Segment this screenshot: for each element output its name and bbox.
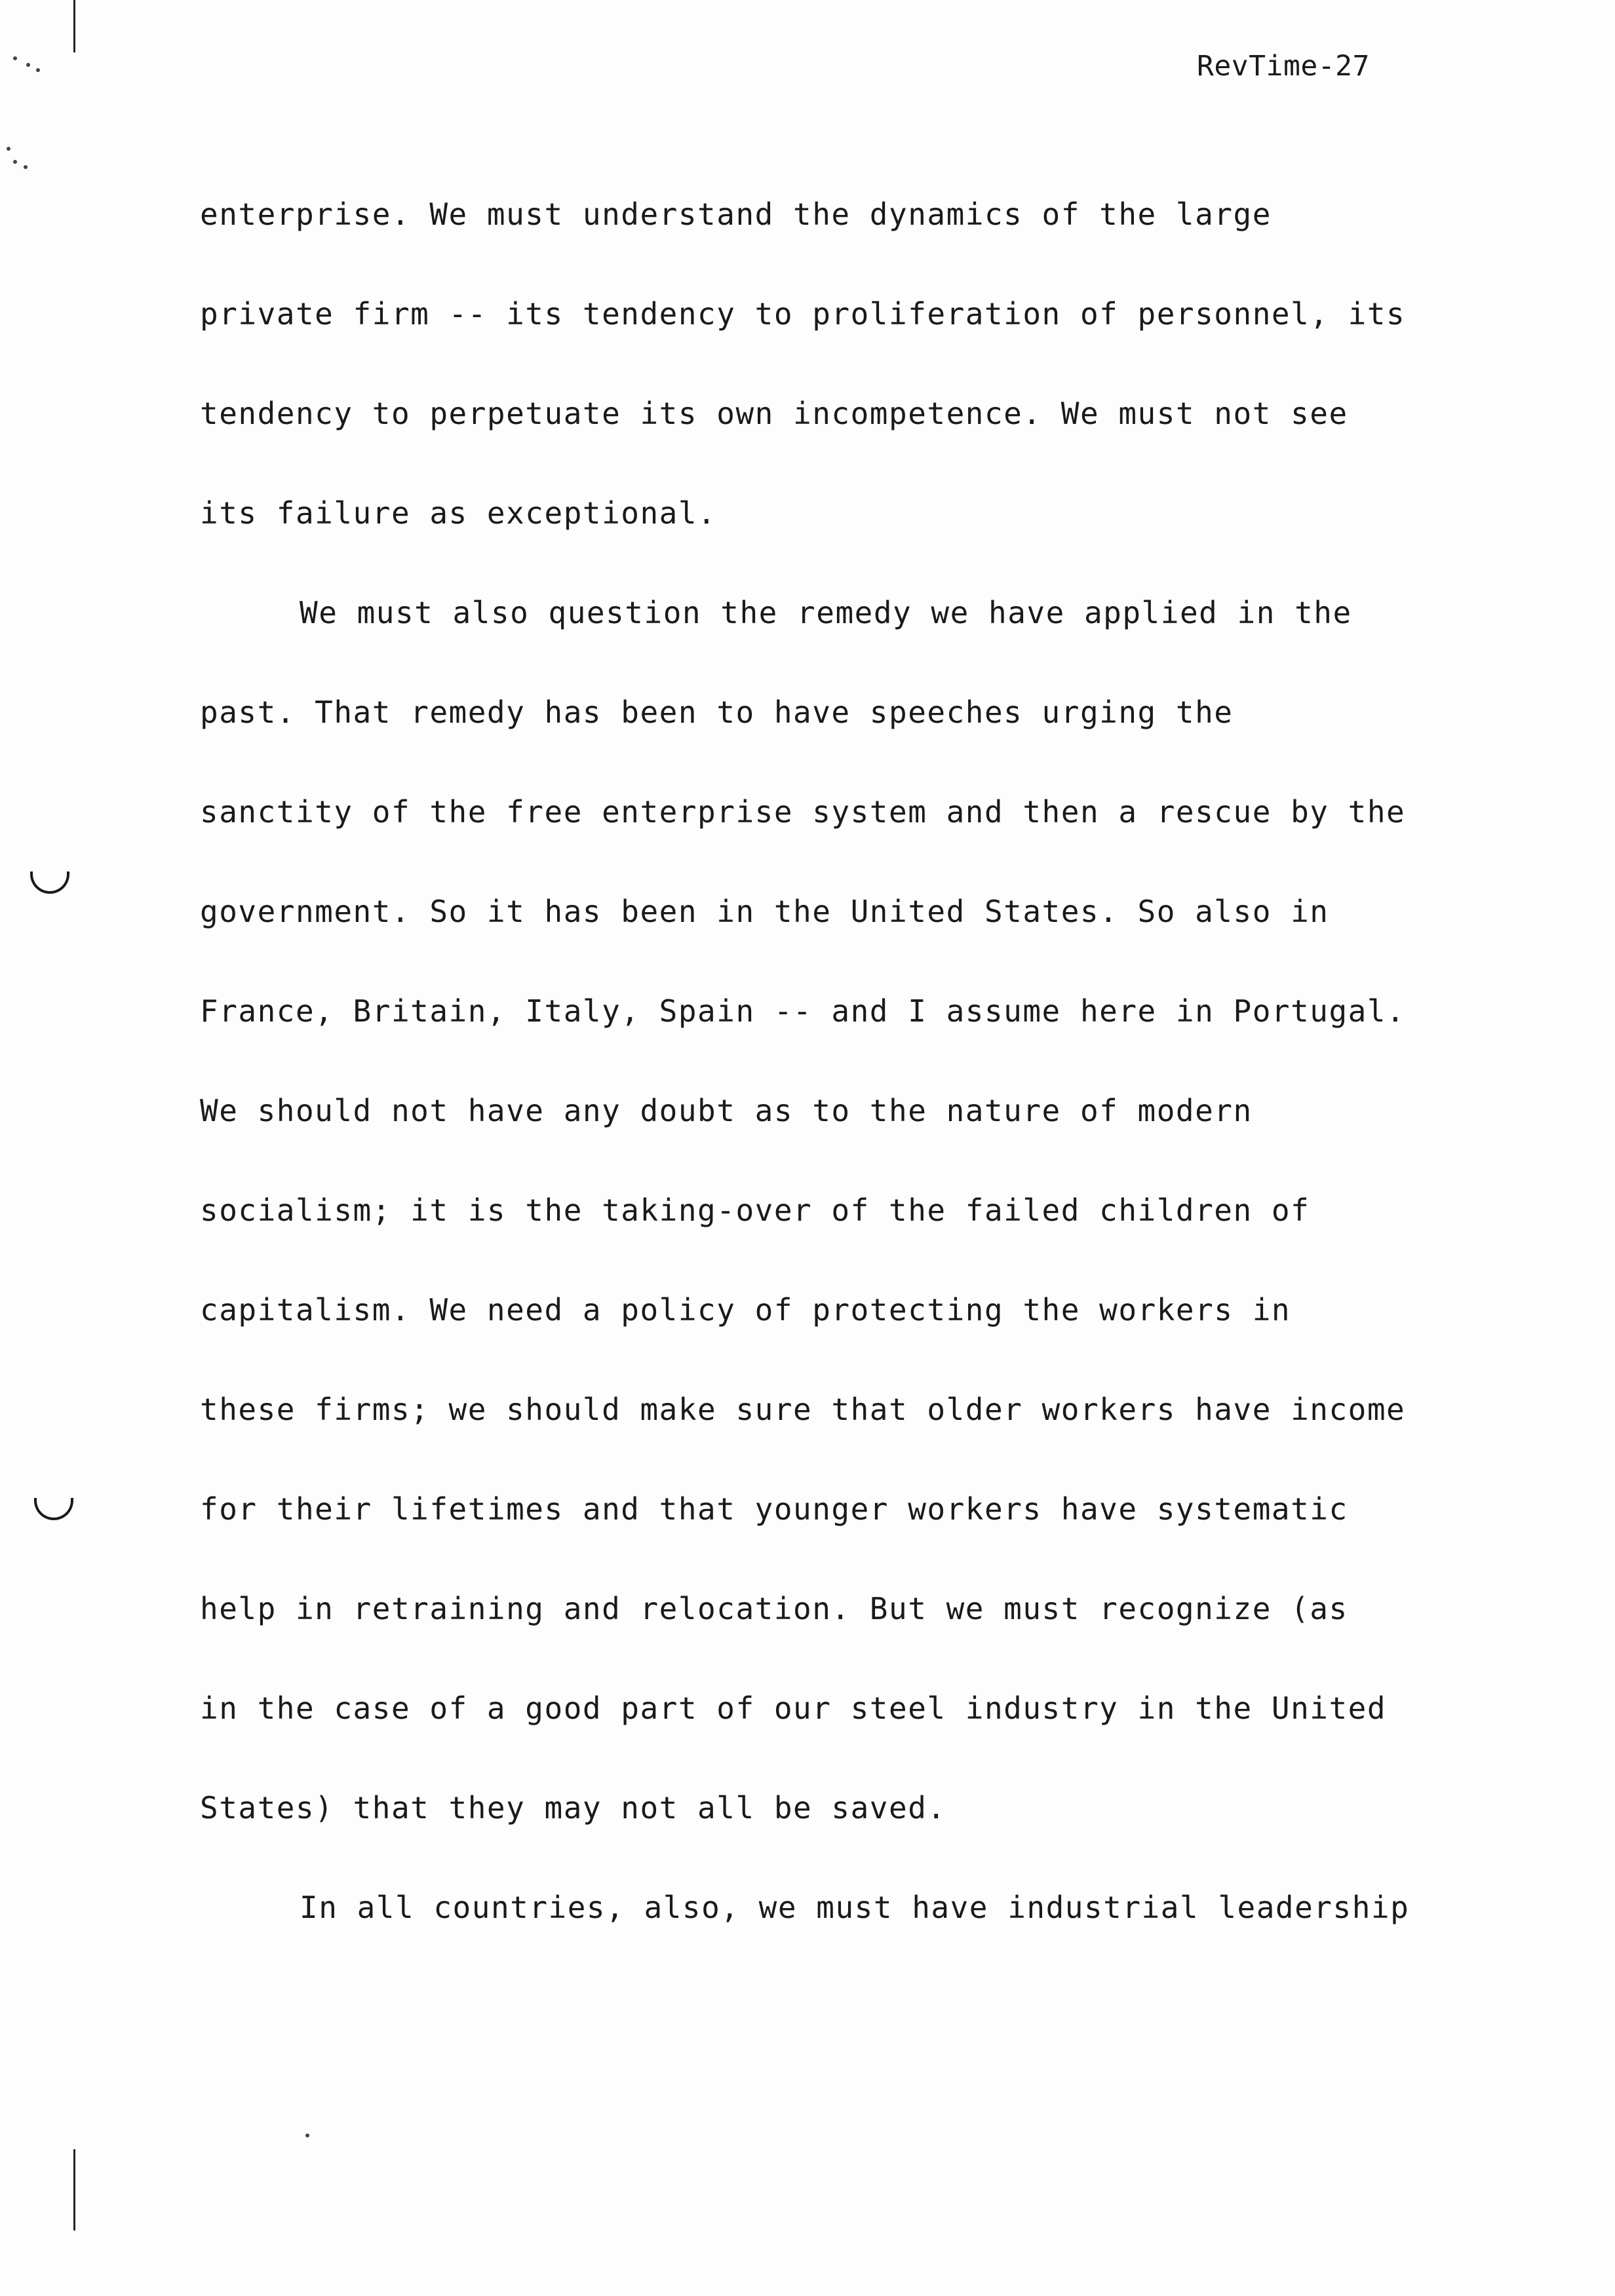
scan-edge-line-bottom <box>73 2149 75 2230</box>
text-line: help in retraining and relocation. But we must recognize (as <box>200 1591 1348 1626</box>
text-line: private firm -- its tendency to proliferation of personnel, its <box>200 296 1406 332</box>
page-identifier: RevTime-27 <box>1197 50 1370 83</box>
text-line: States) that they may not all be saved. <box>200 1790 946 1826</box>
scan-speck <box>24 165 28 169</box>
scan-speck <box>305 2133 309 2137</box>
text-line: sanctity of the free enterprise system and then a rescue by the <box>200 794 1406 830</box>
scan-edge-line-top <box>73 0 75 52</box>
text-line: socialism; it is the taking-over of the failed children of <box>200 1193 1310 1228</box>
text-line: France, Britain, Italy, Spain -- and I assume here in Portugal. <box>200 993 1406 1029</box>
paragraph-first-line: We must also question the remedy we have applied in the <box>300 595 1352 630</box>
binder-hole-mark <box>30 871 69 894</box>
scan-speck <box>13 160 17 164</box>
scan-speck <box>36 68 40 72</box>
body-text <box>200 176 1511 1968</box>
scan-speck <box>26 63 30 67</box>
text-line: We should not have any doubt as to the nature of modern <box>200 1093 1253 1128</box>
text-line: tendency to perpetuate its own incompetence. We must not see <box>200 396 1348 431</box>
scan-speck <box>13 56 17 60</box>
paragraph-first-line: In all countries, also, we must have industrial leadership <box>300 1890 1410 1925</box>
text-line: for their lifetimes and that younger workers have systematic <box>200 1491 1348 1527</box>
text-line: past. That remedy has been to have speeches urging the <box>200 695 1234 730</box>
text-line: enterprise. We must understand the dynamics of the large <box>200 197 1272 232</box>
scan-speck <box>7 147 10 151</box>
text-line: capitalism. We need a policy of protecting the workers in <box>200 1292 1291 1328</box>
text-line: these firms; we should make sure that older workers have income <box>200 1392 1406 1427</box>
text-line: government. So it has been in the United States. So also in <box>200 894 1329 929</box>
binder-hole-mark <box>34 1498 73 1520</box>
text-line: in the case of a good part of our steel industry in the United <box>200 1691 1387 1726</box>
text-line: its failure as exceptional. <box>200 495 717 531</box>
